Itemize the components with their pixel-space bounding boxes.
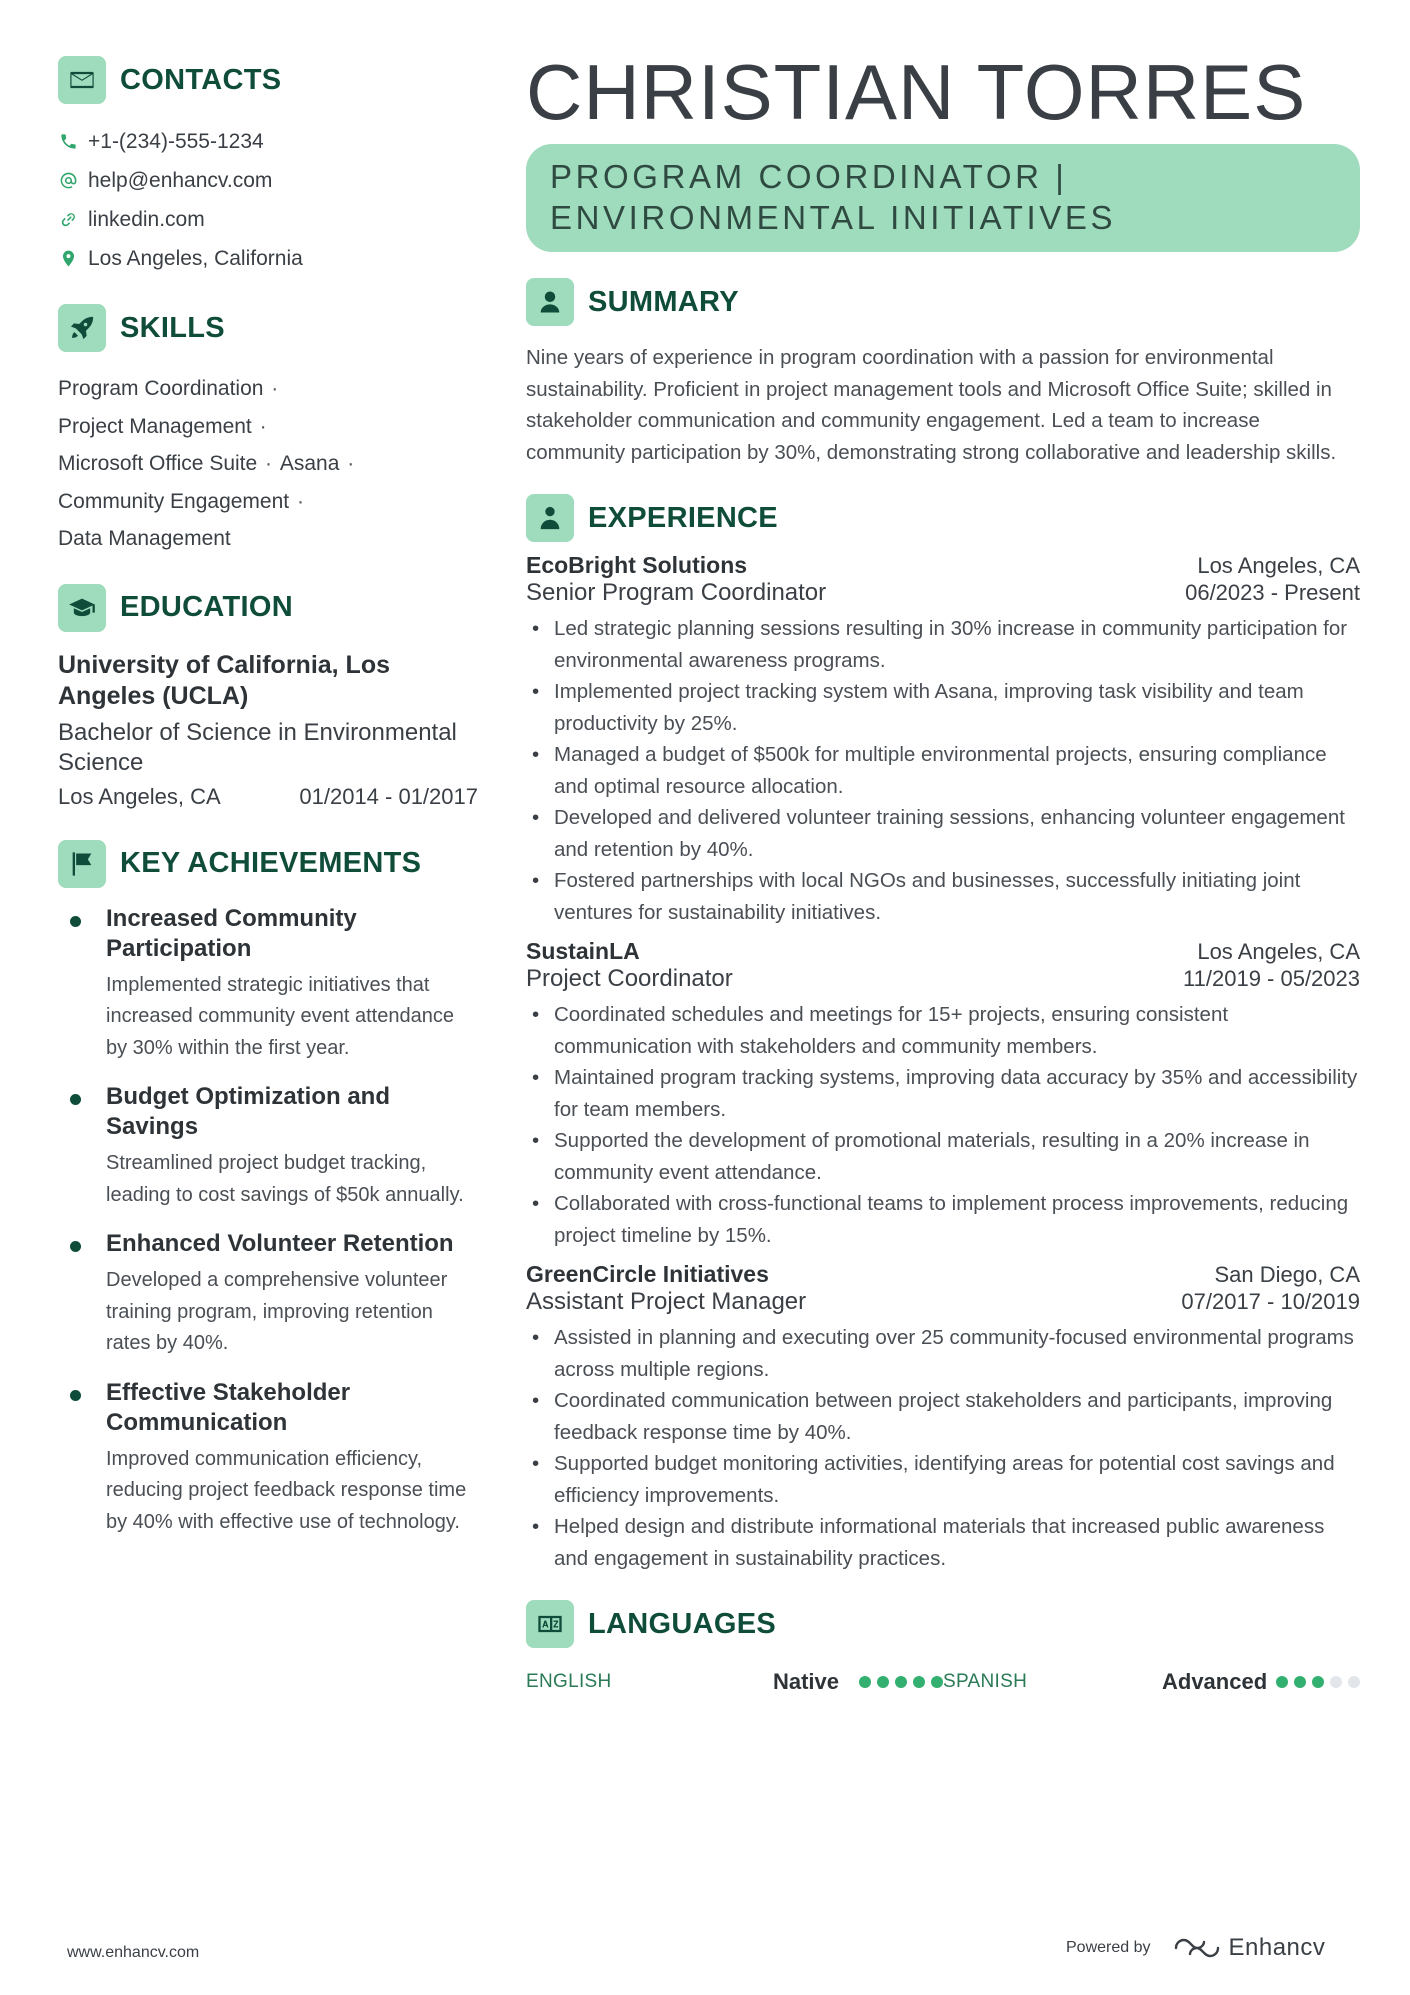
- skill-line: Project Management ·: [58, 414, 267, 438]
- languages-section: [526, 1600, 1360, 1702]
- achievement-title: Enhanced Volunteer Retention: [106, 1230, 454, 1257]
- achievement-title: Effective Stakeholder Communication: [106, 1378, 351, 1436]
- contact-phone[interactable]: [58, 122, 478, 161]
- achievement-item: [58, 1082, 478, 1211]
- language-level: Native: [772, 1669, 839, 1694]
- job-entry: [526, 552, 1360, 928]
- proficiency-dot: [931, 1676, 943, 1688]
- experience-heading: EXPERIENCE: [588, 501, 778, 534]
- proficiency-dot: [1348, 1676, 1360, 1688]
- enhancv-logo-icon: [1173, 1935, 1221, 1961]
- job-bullet: • Supported the development of promotional materials, resulting in a 20% increase in community event attendance.: [526, 1125, 1360, 1188]
- contacts-header: [58, 56, 478, 104]
- achievement-item: [58, 904, 478, 1065]
- contacts-section: [58, 56, 478, 278]
- contacts-heading: CONTACTS: [120, 63, 282, 96]
- right-column: [526, 50, 1360, 1702]
- skills-heading: SKILLS: [120, 311, 225, 344]
- proficiency-dot: [877, 1676, 889, 1688]
- education-heading: EDUCATION: [120, 591, 293, 623]
- skills-header: [58, 304, 478, 352]
- phone-icon: [58, 131, 78, 153]
- education-location: Los Angeles, CA: [58, 783, 221, 809]
- envelope-icon: [58, 56, 106, 104]
- bullet-icon: [70, 1241, 81, 1252]
- achievements-section: [58, 840, 478, 1539]
- at-icon: [58, 170, 78, 192]
- languages-header: [526, 1600, 1360, 1648]
- job-location: Los Angeles, CA: [1197, 939, 1360, 964]
- achievements-header: [58, 840, 478, 888]
- bullet-icon: [70, 1094, 81, 1105]
- achievements-heading: KEY ACHIEVEMENTS: [120, 847, 422, 879]
- job-entry: [526, 1261, 1360, 1574]
- education-section: [58, 584, 478, 810]
- job-role: Senior Program Coordinator: [526, 579, 827, 606]
- bullet-icon: [70, 1390, 81, 1401]
- job-company: SustainLA: [526, 938, 640, 964]
- skill-line: [58, 520, 478, 558]
- job-bullet: • Supported budget monitoring activities, identifying areas for potential cost savings and efficiency improvements.: [526, 1448, 1360, 1511]
- job-bullet: • Led strategic planning sessions resulting in 30% increase in community participation for environmental awareness programs.: [526, 613, 1360, 676]
- person-icon: [526, 278, 574, 326]
- education-school: University of California, Los Angeles (UCLA): [58, 650, 391, 710]
- job-company: EcoBright Solutions: [526, 552, 748, 578]
- languages-heading: LANGUAGES: [588, 1607, 776, 1640]
- summary-header: [526, 278, 1360, 326]
- language-name: SPANISH: [943, 1671, 1028, 1692]
- proficiency-dot: [1330, 1676, 1342, 1688]
- job-role: Project Coordinator: [526, 965, 733, 992]
- proficiency-dot: [1294, 1676, 1306, 1688]
- translate-icon: [526, 1600, 574, 1648]
- proficiency-dots: [859, 1676, 943, 1688]
- contact-linkedin[interactable]: [58, 200, 478, 239]
- summary-heading: SUMMARY: [588, 285, 739, 318]
- achievement-title: Increased Community Participation: [106, 904, 357, 962]
- language-level: Advanced: [1162, 1669, 1268, 1694]
- contact-linkedin-text: linkedin.com: [88, 207, 205, 231]
- job-entry: [526, 938, 1360, 1251]
- enhancv-logo[interactable]: [1173, 1934, 1326, 1962]
- proficiency-dot: [1276, 1676, 1288, 1688]
- languages-row: [526, 1662, 1360, 1702]
- job-company: GreenCircle Initiatives: [526, 1261, 769, 1287]
- summary-section: [526, 278, 1360, 468]
- job-header-row: [526, 1261, 1360, 1288]
- proficiency-dot: [913, 1676, 925, 1688]
- education-meta: [58, 784, 478, 810]
- education-header: [58, 584, 478, 632]
- job-title-banner: PROGRAM COORDINATOR | ENVIRONMENTAL INITIATIVES: [526, 144, 1360, 252]
- footer-website[interactable]: www.enhancv.com: [67, 1944, 200, 1961]
- skill-item: Community Engagement: [58, 489, 290, 513]
- skill-item: Microsoft Office Suite: [58, 452, 258, 475]
- contact-phone-text: +1-(234)-555-1234: [88, 129, 264, 153]
- job-dates: 06/2023 - Present: [1185, 580, 1360, 605]
- job-role: Assistant Project Manager: [526, 1288, 807, 1315]
- experience-header: [526, 494, 1360, 542]
- language-name: ENGLISH: [526, 1671, 612, 1692]
- skill-item: Asana: [279, 452, 340, 475]
- job-role-row: [526, 1288, 1360, 1316]
- achievement-item: [58, 1378, 478, 1539]
- job-bullet: • Maintained program tracking systems, improving data accuracy by 35% and accessibility for team members.: [526, 1062, 1360, 1125]
- summary-text: Nine years of experience in program coordination with a passion for environmental sustainability. Proficient in project management tools and Microsoft Office Suite; skilled in stakeholder communication and community engagement. Led a team to increase community participation by 30%, demonstrating strong collaborative and leadership skills.: [526, 346, 1337, 464]
- job-location: Los Angeles, CA: [1197, 553, 1360, 578]
- job-dates: 11/2019 - 05/2023: [1183, 966, 1360, 991]
- skill-item: Data Management: [58, 527, 231, 550]
- proficiency-dot: [1312, 1676, 1324, 1688]
- skills-section: [58, 304, 478, 558]
- candidate-name: CHRISTIAN TORRES: [526, 48, 1307, 136]
- achievement-description: Improved communication efficiency, reducing project feedback response time by 40% with effective use of technology.: [106, 1447, 467, 1533]
- education-degree: Bachelor of Science in Environmental Science: [58, 718, 457, 776]
- experience-section: [526, 494, 1360, 1574]
- job-bullets: [526, 613, 1360, 928]
- job-bullets: [526, 1322, 1360, 1574]
- skill-item: Project Management: [58, 414, 252, 438]
- job-role-row: [526, 965, 1360, 993]
- job-bullet: • Managed a budget of $500k for multiple environmental projects, ensuring compliance and optimal resource allocation.: [526, 739, 1360, 802]
- job-bullet: • Developed and delivered volunteer training sessions, enhancing volunteer engagement and retention by 40%.: [526, 802, 1360, 865]
- job-bullet: • Implemented project tracking system with Asana, improving task visibility and team productivity by 25%.: [526, 676, 1360, 739]
- achievement-item: [58, 1229, 478, 1360]
- left-column: [58, 56, 478, 1556]
- contact-email[interactable]: [58, 161, 478, 200]
- proficiency-dot: [895, 1676, 907, 1688]
- bullet-icon: [70, 916, 81, 927]
- proficiency-dot: [859, 1676, 871, 1688]
- achievement-title: Budget Optimization and Savings: [106, 1083, 390, 1140]
- job-dates: 07/2017 - 10/2019: [1181, 1289, 1360, 1314]
- skill-line: Program Coordination ·: [58, 377, 279, 400]
- achievement-description: Developed a comprehensive volunteer training program, improving retention rates by 40%.: [106, 1269, 448, 1354]
- job-bullet: • Assisted in planning and executing over 25 community-focused environmental programs across multiple regions.: [526, 1322, 1360, 1385]
- rocket-icon: [58, 304, 106, 352]
- job-bullet: • Coordinated schedules and meetings for 15+ projects, ensuring consistent communication with stakeholders and community members.: [526, 999, 1360, 1062]
- proficiency-dots: [1276, 1676, 1360, 1688]
- job-role-row: [526, 579, 1360, 607]
- achievement-description: Implemented strategic initiatives that increased community event attendance by 30% within the first year.: [106, 973, 454, 1059]
- skill-item: Program Coordination: [58, 377, 264, 400]
- skills-list: [58, 370, 478, 558]
- footer-brand: [1066, 1934, 1325, 1962]
- contact-email-text: help@enhancv.com: [88, 168, 273, 192]
- skill-line: Microsoft Office Suite · Asana ·: [58, 452, 355, 475]
- job-bullets: [526, 999, 1360, 1251]
- language-item: [943, 1669, 1360, 1695]
- job-header-row: [526, 938, 1360, 965]
- graduation-cap-icon: [58, 584, 106, 632]
- job-header-row: [526, 552, 1360, 579]
- enhancv-brand-name: Enhancv: [1228, 1934, 1326, 1961]
- skill-line: Community Engagement ·: [58, 489, 304, 513]
- job-bullet: • Helped design and distribute informational materials that increased public awareness and engagement in sustainability practices.: [526, 1511, 1360, 1574]
- education-dates: 01/2014 - 01/2017: [299, 783, 478, 809]
- contact-location-text: Los Angeles, California: [88, 246, 303, 270]
- link-icon: [58, 209, 78, 231]
- contact-location: [58, 239, 478, 278]
- achievement-description: Streamlined project budget tracking, leading to cost savings of $50k annually.: [106, 1152, 464, 1206]
- job-bullet: • Coordinated communication between project stakeholders and participants, improving feedback response time by 40%.: [526, 1385, 1360, 1448]
- job-bullet: • Collaborated with cross-functional teams to implement process improvements, reducing project timeline by 15%.: [526, 1188, 1360, 1251]
- job-bullet: • Fostered partnerships with local NGOs and businesses, successfully initiating joint ventures for sustainability initiatives.: [526, 865, 1360, 928]
- flag-icon: [58, 840, 106, 888]
- powered-by-label: Powered by: [1066, 1939, 1151, 1956]
- businessman-icon: [526, 494, 574, 542]
- location-pin-icon: [58, 248, 78, 270]
- language-item: [526, 1669, 943, 1695]
- job-location: San Diego, CA: [1214, 1262, 1360, 1287]
